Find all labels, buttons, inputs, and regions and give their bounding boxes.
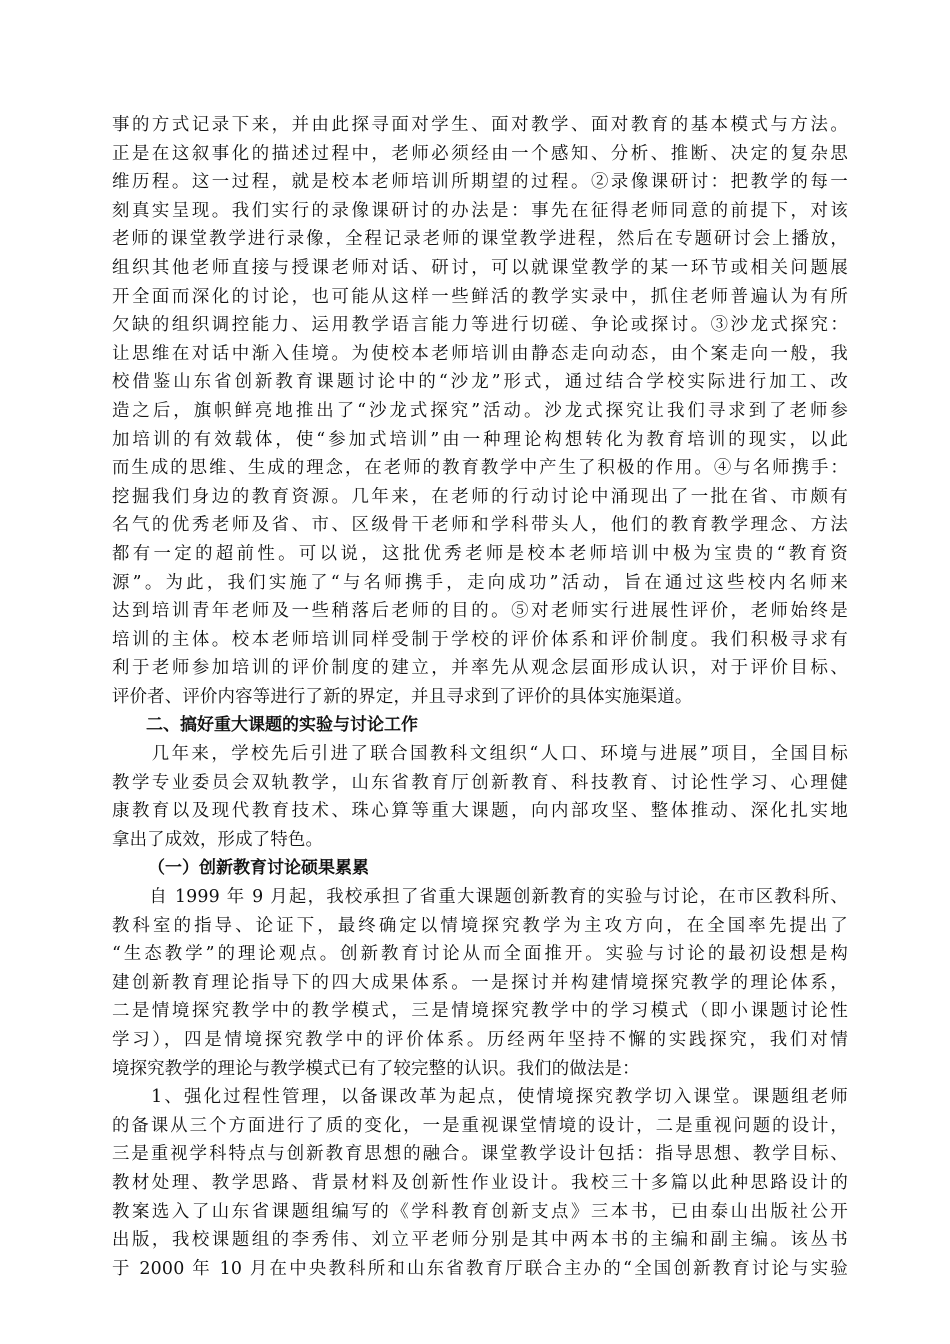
text-line: 拿出了成效，形成了特色。 [112,829,324,850]
text-line: 组织其他老师直接与授课老师对话、研讨，可以就课堂教学的某一环节或相关问题展 [112,257,848,278]
text-line: 维历程。这一过程，就是校本老师培训所期望的过程。②录像课研讨：把教学的每一 [112,172,848,193]
text-line: 1、强化过程性管理，以备课改革为起点，使情境探究教学切入课堂。课题组老师 [112,1087,848,1108]
text-line: 达到培训青年老师及一些稍落后老师的目的。⑤对老师实行进展性评价，老师始终是 [112,601,848,622]
text-line: 名气的优秀老师及省、市、区级骨干老师和学科带头人，他们的教育教学理念、方法 [112,515,848,536]
paragraph-research-intro [112,740,848,854]
text-line: 教科室的指导、论证下，最终确定以情境探究教学为主攻方向，在全国率先提出了 [112,915,848,936]
text-line: 康教育以及现代教育技术、珠心算等重大课题，向内部攻坚、整体推动、深化扎实地 [112,801,848,822]
section-heading-research: 二、搞好重大课题的实验与讨论工作 [146,715,418,736]
text-line: 二是情境探究教学中的教学模式，三是情境探究教学中的学习模式（即小课题讨论性 [112,1001,848,1022]
paragraph-innovation-research [112,883,848,1083]
text-line: 事的方式记录下来，并由此探寻面对学生、面对教学、面对教育的基本模式与方法。 [112,115,848,135]
text-line: 造之后，旗帜鲜亮地推出了“沙龙式探究”活动。沙龙式探究让我们寻求到了老师参 [112,400,848,421]
text-line: 评价者、评价内容等进行了新的界定，并且寻求到了评价的具体实施渠道。 [112,686,693,707]
text-line: 让思维在对话中渐入佳境。为使校本老师培训由静态走向动态，由个案走向一般，我 [112,343,848,364]
text-line: 学习），四是情境探究教学中的评价体系。历经两年坚持不懈的实践探究，我们对情 [112,1030,848,1050]
text-line: 欠缺的组织调控能力、运用教学语言能力等进行切磋、争论或探讨。③沙龙式探究： [112,315,848,336]
text-line: 境探究教学的理论与教学模式已有了较完整的认识。我们的做法是： [112,1058,640,1079]
document-page [112,111,848,1283]
text-line: 老师的课堂教学进行录像，全程记录老师的课堂教学进程，然后在专题研讨会上播放， [112,229,848,250]
text-line: 自 1999 年 9 月起，我校承担了省重大课题创新教育的实验与讨论，在市区教科所、 [112,887,848,908]
text-line: 开全面而深化的讨论，也可能从这样一些鲜活的教学实录中，抓住老师普遍认为有所 [112,286,848,307]
text-line: 校借鉴山东省创新教育课题讨论中的“沙龙”形式，通过结合学校实际进行加工、改 [112,372,848,393]
text-line: 出版，我校课题组的李秀伟、刘立平老师分别是其中两本书的主编和副主编。该丛书 [112,1230,848,1251]
text-line: 教材处理、教学思路、背景材料及创新性作业设计。我校三十多篇以此种思路设计的 [112,1172,848,1193]
text-line: 教学专业委员会双轨教学，山东省教育厅创新教育、科技教育、讨论性学习、心理健 [112,772,848,793]
text-line: 的备课从三个方面进行了质的变化，一是重视课堂情境的设计，二是重视问题的设计， [112,1115,848,1136]
text-line: 源”。为此，我们实施了“与名师携手，走向成功”活动，旨在通过这些校内名师来 [112,572,848,593]
text-line: 加培训的有效载体，使“参加式培训”由一种理论构想转化为教育培训的现实，以此 [112,429,848,450]
text-line: 而生成的思维、生成的理念，在老师的教育教学中产生了积极的作用。④与名师携手： [112,458,848,479]
text-line: 三是重视学科特点与创新教育思想的融合。课堂教学设计包括：指导思想、教学目标、 [112,1144,848,1165]
paragraph-training-methods [112,111,848,711]
text-line: 培训的主体。校本老师培训同样受制于学校的评价体系和评价制度。我们积极寻求有 [112,629,848,650]
text-line: 都有一定的超前性。可以说，这批优秀老师是校本老师培训中极为宝贵的“教育资 [112,543,848,564]
text-line: 于 2000 年 10 月在中央教科所和山东省教育厅联合主办的“全国创新教育讨论与实验 [112,1258,848,1279]
text-line: 利于老师参加培训的评价制度的建立，并率先从观念层面形成认识，对于评价目标、 [112,658,848,679]
text-line: “生态教学”的理论观点。创新教育讨论从而全面推开。实验与讨论的最初设想是构 [112,944,848,965]
text-line: 挖掘我们身边的教育资源。几年来，在老师的行动讨论中涌现出了一批在省、市颇有 [112,486,848,507]
text-line: 几年来，学校先后引进了联合国教科文组织“人口、环境与进展”项目，全国目标 [112,744,848,765]
text-line: 建创新教育理论指导下的四大成果体系。一是探讨并构建情境探究教学的理论体系， [112,972,848,993]
text-line: 正是在这叙事化的描述过程中，老师必须经由一个感知、分析、推断、决定的复杂思 [112,143,848,164]
subsection-heading-innovation: （一）创新教育讨论硕果累累 [148,858,369,879]
text-line: 刻真实呈现。我们实行的录像课研讨的办法是：事先在征得老师同意的前提下，对该 [112,200,848,221]
paragraph-process-management [112,1083,848,1283]
text-line: 教案选入了山东省课题组编写的《学科教育创新支点》三本书，已由泰山出版社公开 [112,1201,848,1222]
